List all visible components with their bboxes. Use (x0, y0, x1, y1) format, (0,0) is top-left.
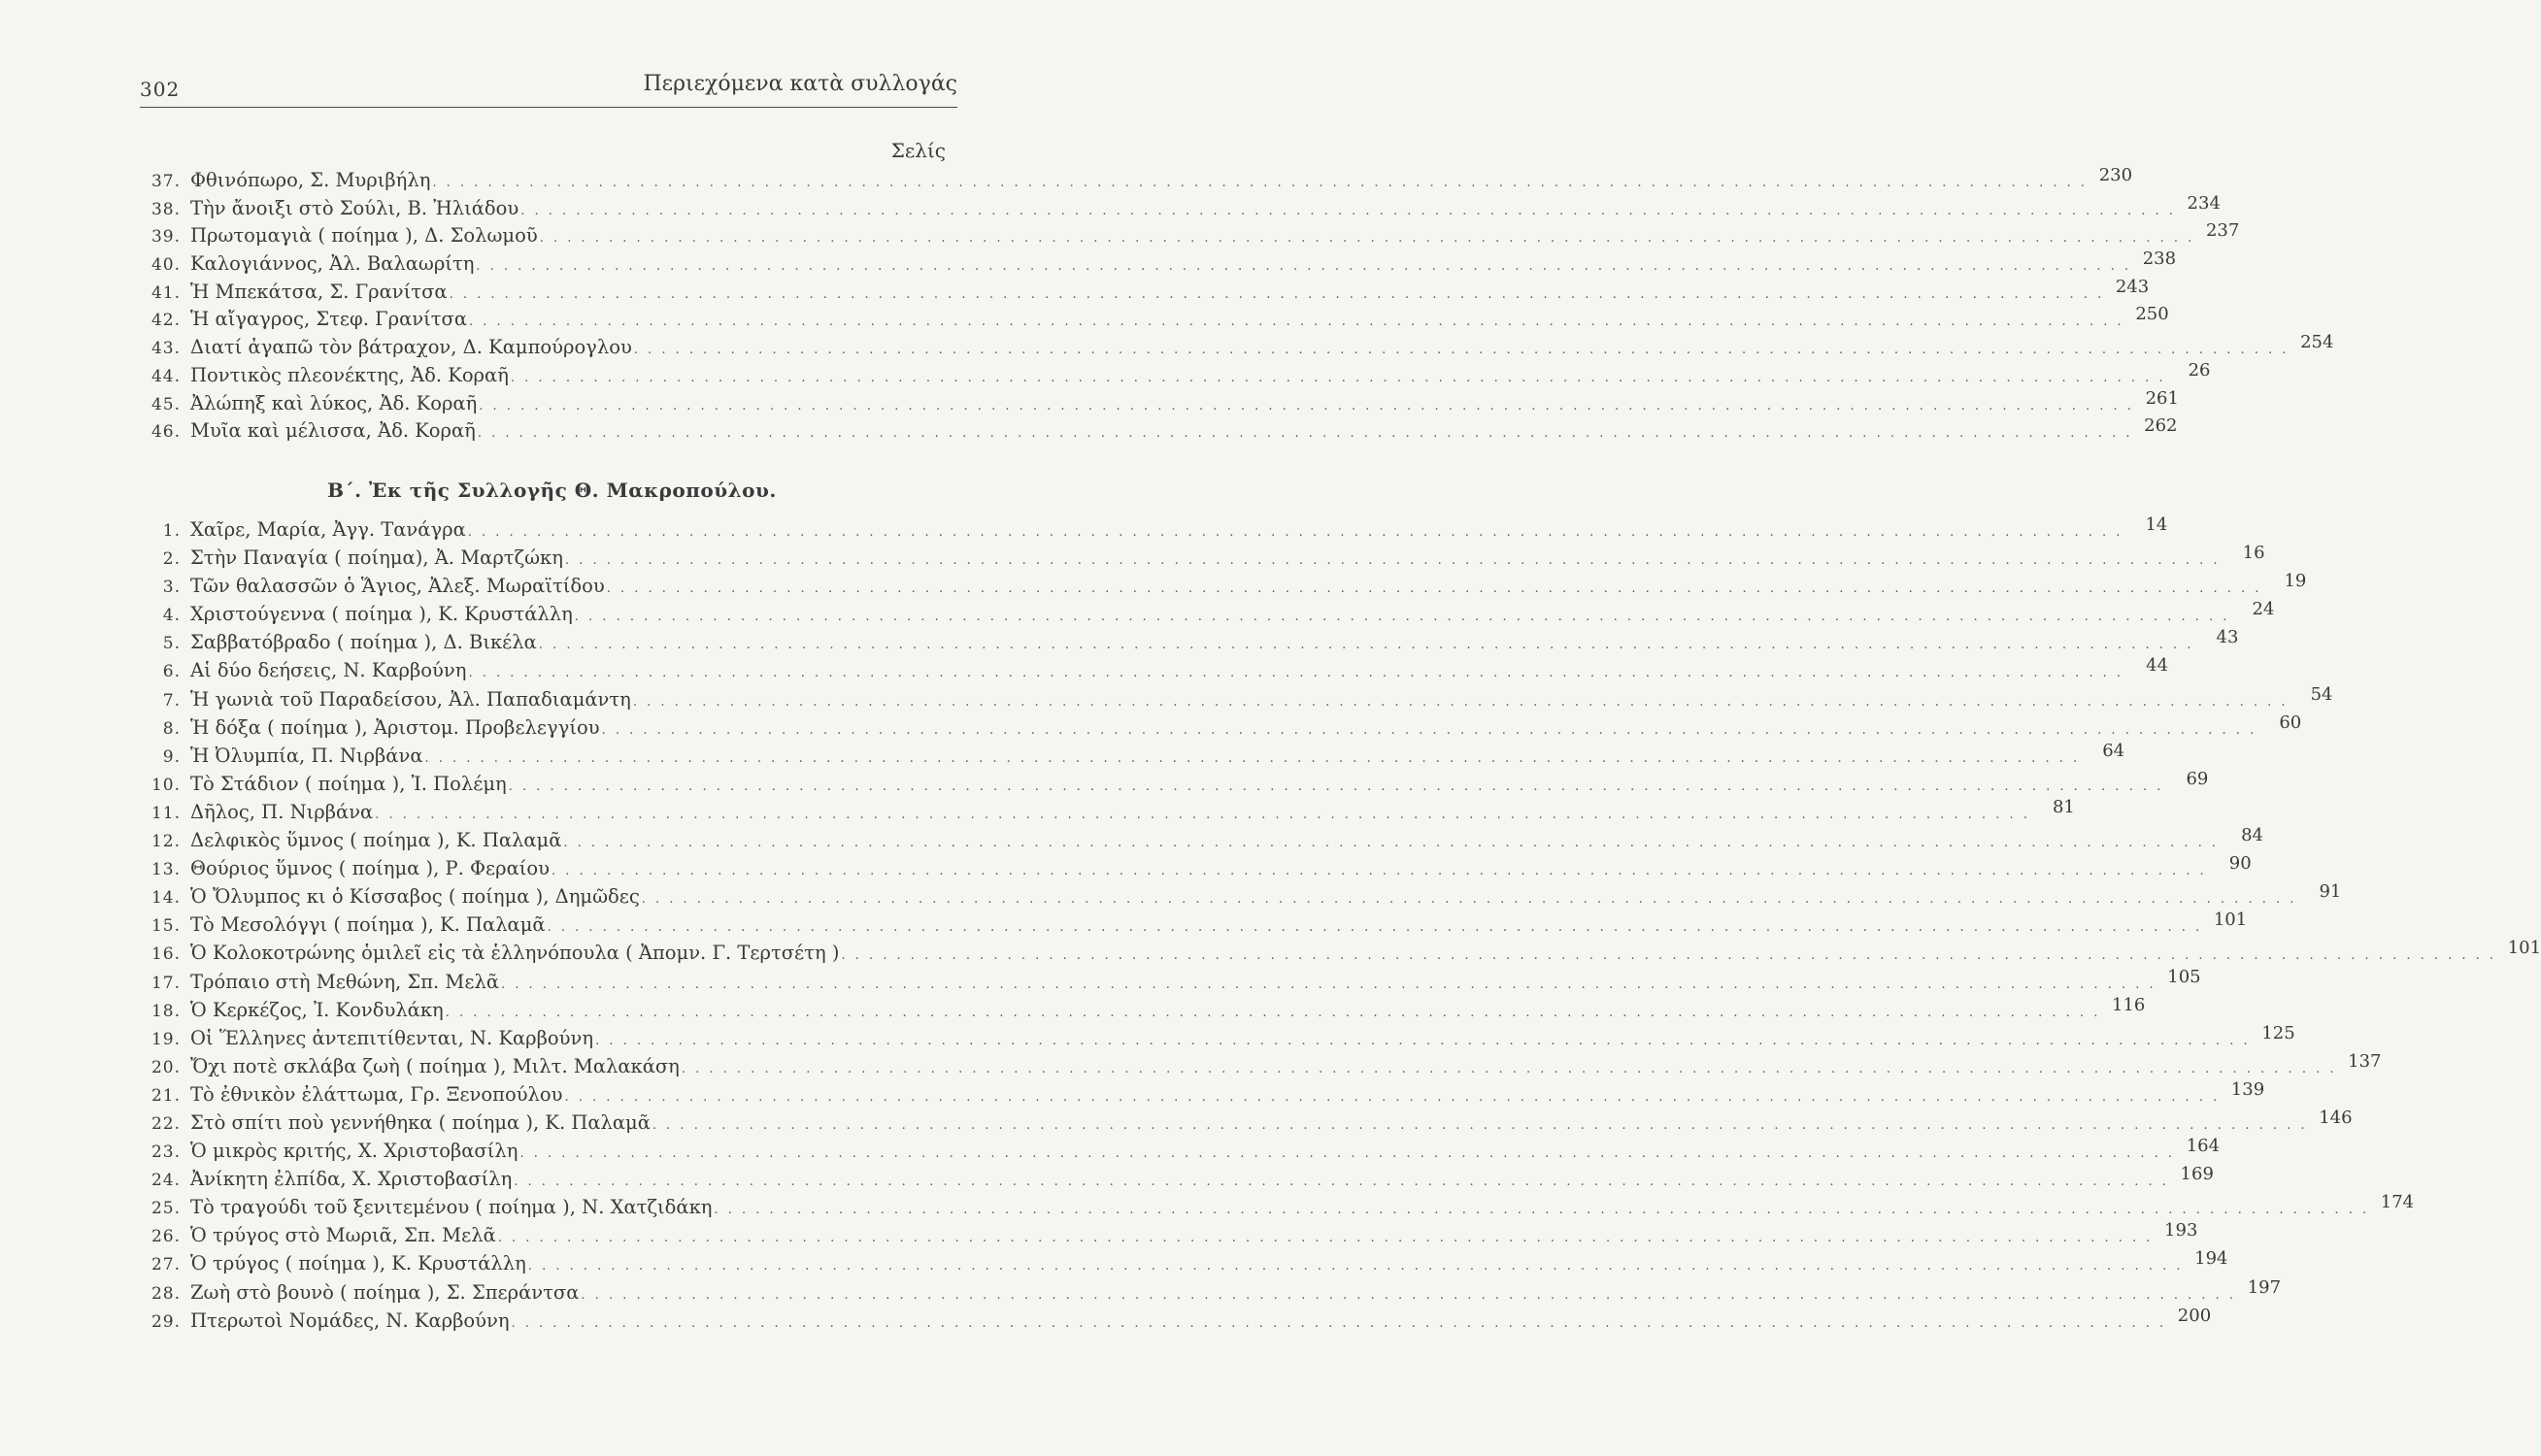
entry-title: Ἡ δόξα ( ποίημα ), Ἀριστομ. Προβελεγγίου (190, 715, 600, 739)
entry-page-number: 174 (2380, 1192, 2415, 1213)
toc-entry (140, 332, 2334, 366)
dot-leader: . . . . . . . . . . . . . . . . . . . . . . . . . . . . . . . . . . . . . . . . . . . . . . . . . . . . . . . . . . . . . . . . . . . . . . . . . . . . . . . . . . . . . . . . . . . . . . . . . . . . . . . . . . . . . . . . . . . . . . . . (510, 370, 2166, 385)
entry-page-number: 146 (2319, 1107, 2353, 1128)
entry-page-number: 69 (2186, 768, 2209, 789)
entry-title: Ποντικὸς πλεονέκτης, Ἀδ. Κοραῆ (190, 363, 509, 386)
dot-leader: . . . . . . . . . . . . . . . . . . . . . . . . . . . . . . . . . . . . . . . . . . . . . . . . . . . . . . . . . . . . . . . . . . . . . . . . . . . . . . . . . . . . . . . . . . . . . . . . . . . . . . . . . . . . . . . . . . . . . . . . (432, 176, 2089, 190)
dot-leader: . . . . . . . . . . . . . . . . . . . . . . . . . . . . . . . . . . . . . . . . . . . . . . . . . . . . . . . . . . . . . . . . . . . . . . . . . . . . . . . . . . . . . . . . . . . . . . . . . . . . . . . . . . . . . . . . . . . . . . . . (564, 553, 2221, 569)
entry-title: Πρωτομαγιὰ ( ποίημα ), Δ. Σολωμοῦ (190, 224, 538, 248)
entry-title: Διατί ἀγαπῶ τὸν βάτραχον, Δ. Καμπούρογλου (190, 336, 632, 359)
entry-page-number: 54 (2310, 683, 2333, 705)
entry-page-number: 64 (2102, 740, 2125, 761)
entry-page-number: 101 (2213, 910, 2248, 931)
entry-page-number: 250 (2135, 304, 2169, 325)
toc-entry (140, 514, 2168, 548)
toc-entry (140, 1276, 2282, 1311)
entry-page-number: 14 (2145, 514, 2168, 535)
entry-title: Ἀλώπηξ καὶ λύκος, Ἀδ. Κοραῆ (190, 391, 478, 414)
entry-number: 16. (150, 944, 181, 965)
entry-page-number: 101 (2507, 938, 2541, 959)
dot-leader: . . . . . . . . . . . . . . . . . . . . . . . . . . . . . . . . . . . . . . . . . . . . . . . . . . . . . . . . . . . . . . . . . . . . . . . . . . . . . . . . . . . . . . . . . . . . . . . . . . . . . . . . . . . . . . . . . . . . . . . . (581, 1287, 2237, 1303)
toc-entry (140, 1248, 2228, 1282)
page-header (140, 70, 957, 109)
entry-title: Αἱ δύο δεήσεις, Ν. Καρβούνη (190, 659, 467, 682)
dot-leader: . . . . . . . . . . . . . . . . . . . . . . . . . . . . . . . . . . . . . . . . . . . . . . . . . . . . . . . . . . . . . . . . . . . . . . . . . . . . . . . . . . . . . . . . . . . . . . . . . . . . . . . . . . . . . . . . . . . . . . . . (514, 1175, 2169, 1190)
entry-title: Τὸ Στάδιον ( ποίημα ), Ἰ. Πολέμη (190, 772, 507, 795)
entry-title: Ὁ τρύγος στὸ Μωριᾶ, Σπ. Μελᾶ (190, 1224, 496, 1247)
entry-page-number: 137 (2348, 1050, 2382, 1072)
entry-page-number: 91 (2319, 881, 2342, 903)
toc-entry (140, 543, 2265, 577)
entry-page-number: 60 (2279, 711, 2302, 733)
dot-leader: . . . . . . . . . . . . . . . . . . . . . . . . . . . . . . . . . . . . . . . . . . . . . . . . . . . . . . . . . . . . . . . . . . . . . . . . . . . . . . . . . . . . . . . . . . . . . . . . . . . . . . . . . . . . . . . . . . . . . . . . (564, 1089, 2221, 1105)
dot-leader: . . . . . . . . . . . . . . . . . . . . . . . . . . . . . . . . . . . . . . . . . . . . . . . . . . . . . . . . . . . . . . . . . . . . . . . . . . . . . . . . . . . . . . . . . . . . . . . . . . . . . . . . . . . . . . . . . . . . . . . . (841, 948, 2497, 964)
entry-number: 10. (150, 775, 181, 795)
entry-page-number: 90 (2228, 853, 2252, 875)
dot-leader: . . . . . . . . . . . . . . . . . . . . . . . . . . . . . . . . . . . . . . . . . . . . . . . . . . . . . . . . . . . . . . . . . . . . . . . . . . . . . . . . . . . . . . . . . . . . . . . . . . . . . . . . . . . . . . . . . . . . . . . . (714, 1203, 2370, 1218)
toc-entry (140, 853, 2252, 887)
toc-entry (140, 1022, 2295, 1057)
entry-title: Δελφικὸς ὕμνος ( ποίημα ), Κ. Παλαμᾶ (190, 829, 562, 852)
entry-number: 6. (162, 662, 181, 682)
entry-title: Τὸ Μεσολόγγι ( ποίημα ), Κ. Παλαμᾶ (190, 913, 546, 937)
entry-page-number: 234 (2187, 192, 2221, 214)
toc-entry (140, 796, 2075, 831)
dot-leader: . . . . . . . . . . . . . . . . . . . . . . . . . . . . . . . . . . . . . . . . . . . . . . . . . . . . . . . . . . . . . . . . . . . . . . . . . . . . . . . . . . . . . . . . . . . . . . . . . . . . . . . . . . . . . . . . . . . . . . . . (468, 666, 2124, 681)
toc-entry (140, 571, 2307, 605)
entry-title: Χριστούγεννα ( ποίημα ), Κ. Κρυστάλλη (190, 603, 573, 626)
entry-number: 29. (150, 1311, 181, 1332)
entry-page-number: 44 (2146, 655, 2169, 677)
dot-leader: . . . . . . . . . . . . . . . . . . . . . . . . . . . . . . . . . . . . . . . . . . . . . . . . . . . . . . . . . . . . . . . . . . . . . . . . . . . . . . . . . . . . . . . . . . . . . . . . . . . . . . . . . . . . . . . . . . . . . . . . (601, 722, 2257, 738)
toc-entry (140, 1050, 2382, 1085)
entry-number: 25. (150, 1199, 181, 1219)
entry-page-number: 139 (2230, 1078, 2265, 1100)
header-rule (140, 107, 957, 108)
entry-number: 17. (150, 973, 181, 993)
toc-entry (140, 881, 2342, 915)
entry-number: 7. (162, 690, 181, 711)
dot-leader: . . . . . . . . . . . . . . . . . . . . . . . . . . . . . . . . . . . . . . . . . . . . . . . . . . . . . . . . . . . . . . . . . . . . . . . . . . . . . . . . . . . . . . . . . . . . . . . . . . . . . . . . . . . . . . . . . . . . . . . . (476, 259, 2132, 275)
entry-page-number: 16 (2242, 543, 2265, 564)
dot-leader: . . . . . . . . . . . . . . . . . . . . . . . . . . . . . . . . . . . . . . . . . . . . . . . . . . . . . . . . . . . . . . . . . . . . . . . . . . . . . . . . . . . . . . . . . . . . . . . . . . . . . . . . . . . . . . . . . . . . . . . . (375, 807, 2030, 822)
entry-page-number: 254 (2300, 332, 2334, 353)
entry-number: 2. (162, 549, 181, 570)
entry-title: Ὁ μικρὸς κριτής, Χ. Χριστοβασίλη (190, 1140, 518, 1163)
entry-page-number: 26 (2188, 359, 2211, 381)
entry-page-number: 230 (2098, 165, 2133, 185)
entry-title: Τῶν θαλασσῶν ὁ Ἅγιος, Ἀλεξ. Μωραϊτίδου (190, 575, 605, 598)
toc-entry (140, 192, 2221, 227)
section-b-heading: Β΄. Ἐκ τῆς Συλλογῆς Θ. Μακροπούλου. (327, 479, 777, 502)
entry-title: Τὸ τραγούδι τοῦ ξενιτεμένου ( ποίημα ), Ν. Χατζιδάκη (190, 1196, 713, 1219)
entry-title: Ἡ Μπεκάτσα, Σ. Γρανίτσα (190, 280, 448, 303)
dot-leader: . . . . . . . . . . . . . . . . . . . . . . . . . . . . . . . . . . . . . . . . . . . . . . . . . . . . . . . . . . . . . . . . . . . . . . . . . . . . . . . . . . . . . . . . . . . . . . . . . . . . . . . . . . . . . . . . . . . . . . . . (519, 1146, 2176, 1162)
toc-entry (140, 825, 2264, 859)
entry-number: 15. (150, 916, 181, 937)
entry-title: Τὸ ἐθνικὸν ἐλάττωμα, Γρ. Ξενοπούλου (190, 1082, 563, 1106)
entry-page-number: 243 (2115, 276, 2150, 297)
page-number: 302 (140, 78, 181, 101)
entry-title: Πτερωτοὶ Νομάδες, Ν. Καρβούνη (190, 1308, 510, 1332)
entry-page-number: 197 (2247, 1276, 2282, 1298)
entry-number: 22. (150, 1113, 181, 1134)
dot-leader: . . . . . . . . . . . . . . . . . . . . . . . . . . . . . . . . . . . . . . . . . . . . . . . . . . . . . . . . . . . . . . . . . . . . . . . . . . . . . . . . . . . . . . . . . . . . . . . . . . . . . . . . . . . . . . . . . . . . . . . . (547, 920, 2203, 936)
toc-entry (140, 1107, 2353, 1142)
entry-title: Ἡ Ὀλυμπία, Π. Νιρβάνα (190, 744, 423, 767)
entry-number: 9. (162, 746, 181, 767)
dot-leader: . . . . . . . . . . . . . . . . . . . . . . . . . . . . . . . . . . . . . . . . . . . . . . . . . . . . . . . . . . . . . . . . . . . . . . . . . . . . . . . . . . . . . . . . . . . . . . . . . . . . . . . . . . . . . . . . . . . . . . . . (595, 1033, 2251, 1048)
entry-title: Ἡ αἴγαγρος, Στεφ. Γρανίτσα (190, 308, 468, 331)
entry-title: Ἀνίκητη ἐλπίδα, Χ. Χριστοβασίλη (190, 1168, 513, 1191)
toc-section-b (140, 514, 2541, 1340)
entry-title: Φθινόπωρο, Σ. Μυριβήλη (190, 169, 431, 191)
toc-entry (140, 627, 2239, 661)
toc-entry (140, 276, 2150, 311)
dot-leader: . . . . . . . . . . . . . . . . . . . . . . . . . . . . . . . . . . . . . . . . . . . . . . . . . . . . . . . . . . . . . . . . . . . . . . . . . . . . . . . . . . . . . . . . . . . . . . . . . . . . . . . . . . . . . . . . . . . . . . . . (469, 314, 2124, 330)
entry-number: 18. (150, 1001, 181, 1021)
entry-page-number: 261 (2145, 387, 2179, 409)
page-column-label: Σελίς (890, 139, 946, 162)
dot-leader: . . . . . . . . . . . . . . . . . . . . . . . . . . . . . . . . . . . . . . . . . . . . . . . . . . . . . . . . . . . . . . . . . . . . . . . . . . . . . . . . . . . . . . . . . . . . . . . . . . . . . . . . . . . . . . . . . . . . . . . . (477, 426, 2133, 442)
entry-number: 21. (150, 1085, 181, 1106)
entry-number: 3. (162, 578, 181, 598)
dot-leader: . . . . . . . . . . . . . . . . . . . . . . . . . . . . . . . . . . . . . . . . . . . . . . . . . . . . . . . . . . . . . . . . . . . . . . . . . . . . . . . . . . . . . . . . . . . . . . . . . . . . . . . . . . . . . . . . . . . . . . . . (520, 203, 2176, 218)
entry-title: Χαῖρε, Μαρία, Ἀγγ. Τανάγρα (190, 518, 466, 541)
entry-number: 8. (162, 718, 181, 739)
entry-title: Ὁ τρύγος ( ποίημα ), Κ. Κρυστάλλη (190, 1252, 526, 1275)
entry-number: 38. (150, 199, 181, 219)
toc-entry (140, 599, 2275, 633)
toc-entry (140, 1192, 2415, 1226)
entry-page-number: 194 (2194, 1248, 2228, 1270)
dot-leader: . . . . . . . . . . . . . . . . . . . . . . . . . . . . . . . . . . . . . . . . . . . . . . . . . . . . . . . . . . . . . . . . . . . . . . . . . . . . . . . . . . . . . . . . . . . . . . . . . . . . . . . . . . . . . . . . . . . . . . . . (497, 1231, 2154, 1246)
toc-entry (140, 711, 2302, 746)
entry-title: Ὁ Ὄλυμπος κι ὁ Κίσσαβος ( ποίημα ), Δημῶδες (190, 885, 640, 909)
dot-leader: . . . . . . . . . . . . . . . . . . . . . . . . . . . . . . . . . . . . . . . . . . . . . . . . . . . . . . . . . . . . . . . . . . . . . . . . . . . . . . . . . . . . . . . . . . . . . . . . . . . . . . . . . . . . . . . . . . . . . . . . (508, 778, 2164, 794)
dot-leader: . . . . . . . . . . . . . . . . . . . . . . . . . . . . . . . . . . . . . . . . . . . . . . . . . . . . . . . . . . . . . . . . . . . . . . . . . . . . . . . . . . . . . . . . . . . . . . . . . . . . . . . . . . . . . . . . . . . . . . . . (652, 1117, 2308, 1133)
toc-section-a (140, 165, 2334, 449)
dot-leader: . . . . . . . . . . . . . . . . . . . . . . . . . . . . . . . . . . . . . . . . . . . . . . . . . . . . . . . . . . . . . . . . . . . . . . . . . . . . . . . . . . . . . . . . . . . . . . . . . . . . . . . . . . . . . . . . . . . . . . . . (563, 836, 2220, 851)
entry-title: Τὴν ἄνοιξι στὸ Σούλι, Β. Ἠλιάδου (190, 196, 519, 219)
entry-number: 4. (162, 606, 181, 626)
entry-title: Σαββατόβραδο ( ποίημα ), Δ. Βικέλα (190, 631, 537, 654)
entry-number: 1. (162, 521, 181, 541)
entry-page-number: 262 (2144, 415, 2178, 437)
toc-entry (140, 165, 2133, 199)
dot-leader: . . . . . . . . . . . . . . . . . . . . . . . . . . . . . . . . . . . . . . . . . . . . . . . . . . . . . . . . . . . . . . . . . . . . . . . . . . . . . . . . . . . . . . . . . . . . . . . . . . . . . . . . . . . . . . . . . . . . . . . . (467, 525, 2123, 540)
entry-number: 28. (150, 1283, 181, 1304)
toc-entry (140, 1136, 2221, 1170)
dot-leader: . . . . . . . . . . . . . . . . . . . . . . . . . . . . . . . . . . . . . . . . . . . . . . . . . . . . . . . . . . . . . . . . . . . . . . . . . . . . . . . . . . . . . . . . . . . . . . . . . . . . . . . . . . . . . . . . . . . . . . . . (538, 638, 2194, 653)
entry-number: 23. (150, 1142, 181, 1163)
entry-title: Στὴν Παναγία ( ποίημα), Ἀ. Μαρτζώκη (190, 546, 563, 570)
dot-leader: . . . . . . . . . . . . . . . . . . . . . . . . . . . . . . . . . . . . . . . . . . . . . . . . . . . . . . . . . . . . . . . . . . . . . . . . . . . . . . . . . . . . . . . . . . . . . . . . . . . . . . . . . . . . . . . . . . . . . . . . (449, 286, 2105, 302)
entry-title: Θούριος ὕμνος ( ποίημα ), Ρ. Φεραίου (190, 857, 551, 880)
entry-page-number: 81 (2052, 796, 2075, 817)
toc-entry (140, 248, 2177, 282)
toc-entry (140, 740, 2125, 775)
entry-title: Ζωὴ στὸ βουνὸ ( ποίημα ), Σ. Σπεράντσα (190, 1280, 580, 1304)
toc-entry (140, 683, 2333, 718)
toc-entry (140, 1078, 2265, 1113)
dot-leader: . . . . . . . . . . . . . . . . . . . . . . . . . . . . . . . . . . . . . . . . . . . . . . . . . . . . . . . . . . . . . . . . . . . . . . . . . . . . . . . . . . . . . . . . . . . . . . . . . . . . . . . . . . . . . . . . . . . . . . . . (681, 1061, 2337, 1076)
dot-leader: . . . . . . . . . . . . . . . . . . . . . . . . . . . . . . . . . . . . . . . . . . . . . . . . . . . . . . . . . . . . . . . . . . . . . . . . . . . . . . . . . . . . . . . . . . . . . . . . . . . . . . . . . . . . . . . . . . . . . . . . (424, 750, 2081, 766)
entry-number: 42. (150, 311, 181, 331)
toc-entry (140, 966, 2201, 1001)
entry-page-number: 24 (2252, 599, 2275, 620)
entry-number: 12. (150, 832, 181, 852)
entry-title: Μυῖα καὶ μέλισσα, Ἀδ. Κοραῆ (190, 419, 476, 443)
toc-entry (140, 938, 2541, 972)
dot-leader: . . . . . . . . . . . . . . . . . . . . . . . . . . . . . . . . . . . . . . . . . . . . . . . . . . . . . . . . . . . . . . . . . . . . . . . . . . . . . . . . . . . . . . . . . . . . . . . . . . . . . . . . . . . . . . . . . . . . . . . . (574, 610, 2230, 625)
entry-page-number: 125 (2261, 1022, 2295, 1043)
entry-number: 43. (150, 339, 181, 359)
dot-leader: . . . . . . . . . . . . . . . . . . . . . . . . . . . . . . . . . . . . . . . . . . . . . . . . . . . . . . . . . . . . . . . . . . . . . . . . . . . . . . . . . . . . . . . . . . . . . . . . . . . . . . . . . . . . . . . . . . . . . . . . (445, 1005, 2101, 1020)
dot-leader: . . . . . . . . . . . . . . . . . . . . . . . . . . . . . . . . . . . . . . . . . . . . . . . . . . . . . . . . . . . . . . . . . . . . . . . . . . . . . . . . . . . . . . . . . . . . . . . . . . . . . . . . . . . . . . . . . . . . . . . . (606, 581, 2262, 597)
dot-leader: . . . . . . . . . . . . . . . . . . . . . . . . . . . . . . . . . . . . . . . . . . . . . . . . . . . . . . . . . . . . . . . . . . . . . . . . . . . . . . . . . . . . . . . . . . . . . . . . . . . . . . . . . . . . . . . . . . . . . . . . (632, 694, 2289, 710)
dot-leader: . . . . . . . . . . . . . . . . . . . . . . . . . . . . . . . . . . . . . . . . . . . . . . . . . . . . . . . . . . . . . . . . . . . . . . . . . . . . . . . . . . . . . . . . . . . . . . . . . . . . . . . . . . . . . . . . . . . . . . . . (552, 864, 2207, 879)
entry-title: Ὁ Κερκέζος, Ἰ. Κονδυλάκη (190, 998, 444, 1021)
entry-page-number: 200 (2177, 1305, 2212, 1326)
dot-leader: . . . . . . . . . . . . . . . . . . . . . . . . . . . . . . . . . . . . . . . . . . . . . . . . . . . . . . . . . . . . . . . . . . . . . . . . . . . . . . . . . . . . . . . . . . . . . . . . . . . . . . . . . . . . . . . . . . . . . . . . (527, 1259, 2184, 1274)
entry-number: 27. (150, 1255, 181, 1275)
entry-title: Οἱ Ἕλληνες ἀντεπιτίθενται, Ν. Καρβούνη (190, 1026, 594, 1049)
entry-title: Στὸ σπίτι ποὺ γεννήθηκα ( ποίημα ), Κ. Παλαμᾶ (190, 1110, 651, 1134)
entry-number: 13. (150, 860, 181, 880)
entry-number: 46. (150, 422, 181, 443)
entry-number: 26. (150, 1227, 181, 1247)
entry-number: 11. (150, 803, 181, 823)
entry-title: Καλογιάννος, Ἀλ. Βαλαωρίτη (190, 252, 475, 276)
toc-entry (140, 220, 2240, 254)
entry-title: Ὄχι ποτὲ σκλάβα ζωὴ ( ποίημα ), Μιλτ. Μαλακάση (190, 1054, 680, 1077)
entry-page-number: 169 (2180, 1164, 2214, 1185)
entry-page-number: 19 (2284, 571, 2307, 592)
entry-number: 37. (150, 172, 181, 191)
dot-leader: . . . . . . . . . . . . . . . . . . . . . . . . . . . . . . . . . . . . . . . . . . . . . . . . . . . . . . . . . . . . . . . . . . . . . . . . . . . . . . . . . . . . . . . . . . . . . . . . . . . . . . . . . . . . . . . . . . . . . . . . (479, 398, 2134, 414)
entry-page-number: 84 (2241, 825, 2264, 846)
dot-leader: . . . . . . . . . . . . . . . . . . . . . . . . . . . . . . . . . . . . . . . . . . . . . . . . . . . . . . . . . . . . . . . . . . . . . . . . . . . . . . . . . . . . . . . . . . . . . . . . . . . . . . . . . . . . . . . . . . . . . . . . (511, 1315, 2167, 1331)
toc-entry (140, 304, 2169, 338)
entry-number: 45. (150, 394, 181, 414)
entry-title: Τρόπαιο στὴ Μεθώνη, Σπ. Μελᾶ (190, 970, 499, 993)
toc-entry (140, 910, 2248, 943)
toc-entry (140, 387, 2179, 422)
entry-page-number: 105 (2167, 966, 2201, 987)
toc-entry (140, 1164, 2214, 1198)
entry-number: 44. (150, 366, 181, 386)
entry-number: 20. (150, 1057, 181, 1077)
entry-number: 39. (150, 227, 181, 248)
toc-entry (140, 768, 2209, 803)
entry-number: 24. (150, 1171, 181, 1191)
toc-entry (140, 994, 2146, 1029)
toc-entry (140, 359, 2211, 394)
dot-leader: . . . . . . . . . . . . . . . . . . . . . . . . . . . . . . . . . . . . . . . . . . . . . . . . . . . . . . . . . . . . . . . . . . . . . . . . . . . . . . . . . . . . . . . . . . . . . . . . . . . . . . . . . . . . . . . . . . . . . . . . (633, 343, 2290, 358)
dot-leader: . . . . . . . . . . . . . . . . . . . . . . . . . . . . . . . . . . . . . . . . . . . . . . . . . . . . . . . . . . . . . . . . . . . . . . . . . . . . . . . . . . . . . . . . . . . . . . . . . . . . . . . . . . . . . . . . . . . . . . . . (501, 976, 2157, 992)
entry-page-number: 164 (2186, 1136, 2221, 1157)
entry-number: 19. (150, 1029, 181, 1049)
dot-leader: . . . . . . . . . . . . . . . . . . . . . . . . . . . . . . . . . . . . . . . . . . . . . . . . . . . . . . . . . . . . . . . . . . . . . . . . . . . . . . . . . . . . . . . . . . . . . . . . . . . . . . . . . . . . . . . . . . . . . . . . (641, 892, 2297, 908)
entry-page-number: 43 (2216, 627, 2239, 648)
toc-entry (140, 1220, 2198, 1254)
entry-page-number: 116 (2112, 994, 2146, 1015)
dot-leader: . . . . . . . . . . . . . . . . . . . . . . . . . . . . . . . . . . . . . . . . . . . . . . . . . . . . . . . . . . . . . . . . . . . . . . . . . . . . . . . . . . . . . . . . . . . . . . . . . . . . . . . . . . . . . . . . . . . . . . . . (539, 231, 2195, 247)
entry-page-number: 193 (2164, 1220, 2198, 1241)
toc-entry (140, 415, 2178, 449)
toc-entry (140, 655, 2169, 689)
entry-number: 41. (150, 282, 181, 303)
entry-title: Ὁ Κολοκοτρώνης ὁμιλεῖ εἰς τὰ ἑλληνόπουλα ( Ἀπομν. Γ. Τερτσέτη ) (190, 942, 840, 965)
toc-entry (140, 1305, 2212, 1340)
entry-page-number: 238 (2142, 248, 2177, 270)
entry-page-number: 237 (2205, 220, 2240, 242)
entry-number: 5. (162, 634, 181, 654)
entry-title: Δῆλος, Π. Νιρβάνα (190, 800, 374, 823)
entry-number: 14. (150, 888, 181, 909)
running-title: Περιεχόμενα κατὰ συλλογάς (643, 72, 957, 96)
entry-number: 40. (150, 255, 181, 276)
entry-title: Ἡ γωνιὰ τοῦ Παραδείσου, Ἀλ. Παπαδιαμάντη (190, 687, 631, 711)
